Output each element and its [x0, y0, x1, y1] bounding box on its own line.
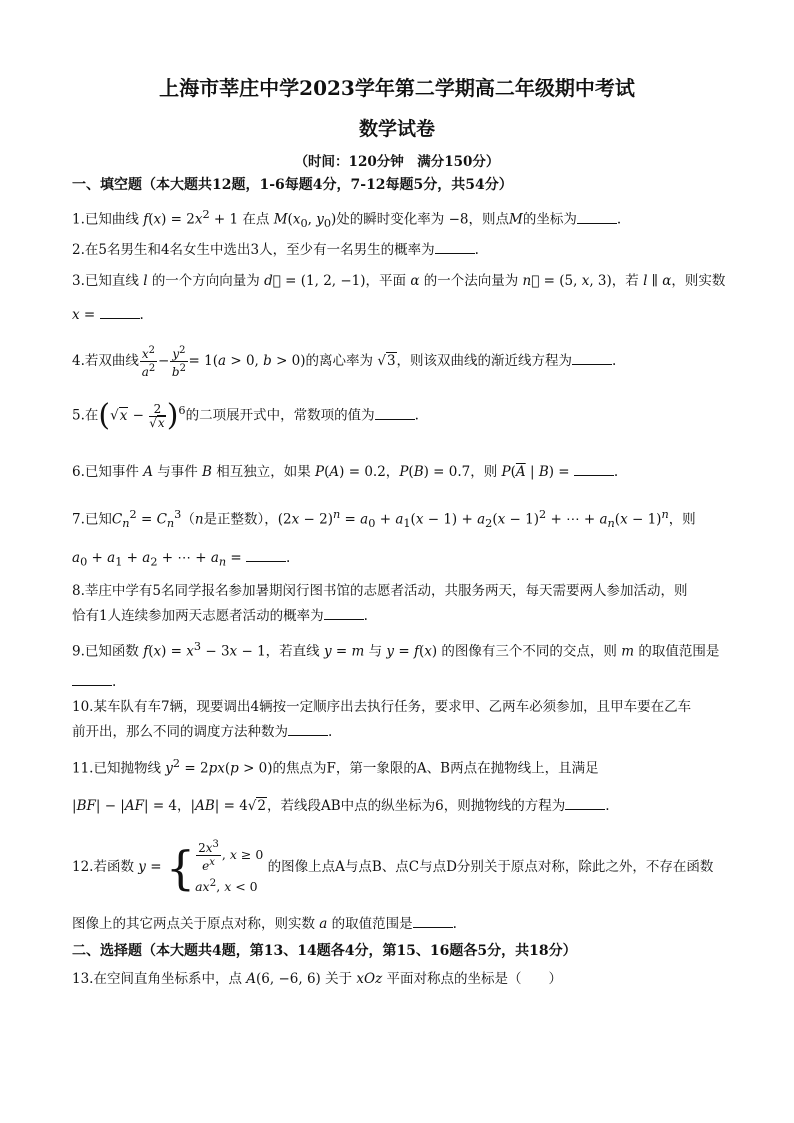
answer-blank — [288, 722, 328, 736]
question-7-line2: $a_0 + a_1 + a_2$ + ⋯ + $a_n$ = . — [72, 550, 291, 569]
exam-title: 上海市莘庄中学2023学年第二学期高二年级期中考试 — [159, 76, 635, 100]
answer-blank — [100, 305, 140, 319]
question-13: 13.在空间直角坐标系中，点 A(6, −6, 6) 关于 xOz 平面对称点的坐标是（ ） — [72, 971, 562, 987]
section-2-heading: 二、选择题（本大题共4题，第13、14题各4分，第15、16题各5分，共18分） — [72, 943, 577, 959]
question-12: 12.若函数 y = { $\frac{2x^3}{e^x}$ , x ≥ 0 $ax^2$, x < 0 的图像上点A与点B、点C与点D分别关于原点对称，除此之外，不存在函数 — [72, 839, 714, 895]
exam-subtitle: 数学试卷 — [358, 118, 435, 140]
answer-blank — [246, 548, 286, 562]
question-6: 6.已知事件 A 与事件 B 相互独立，如果 P(A) = 0.2，P(B) = 0.7，则 $P(\overline{A}$ | B) = . — [72, 464, 619, 480]
answer-blank — [577, 210, 617, 224]
question-4: 4.若双曲线 $\frac{x^2}{a^2}$ − $\frac{y^2}{b^2}$ = 1(a > 0, b > 0)的离心率为 √3，则该双曲线的渐近线方程为 . — [72, 345, 617, 379]
answer-blank — [435, 240, 475, 254]
answer-blank — [574, 462, 614, 476]
answer-blank — [565, 796, 605, 810]
question-1: 1.已知曲线 $f(x) = 2x^2 + 1$ 在点 $M(x_0$, $y_0$)处的瞬时变化率为 −8，则点M的坐标为 . — [72, 208, 622, 231]
question-11-line2: |BF| − |AF| = 4，|AB| = 4√2，若线段AB中点的纵坐标为6，则抛物线的方程为 . — [72, 798, 610, 814]
question-5: 5.在(√x − $\frac{2}{√x}$ )$^6$的二项展开式中，常数项的值为 . — [72, 398, 419, 433]
answer-blank — [324, 606, 364, 620]
answer-blank — [572, 351, 612, 365]
question-7: 7.已知$C_n^2 = C_n^3(n$是正整数），$(2x - 2)^n = a_0 + a_1(x - 1) + a_2(x - 1)^2$ + ⋯ + $a_n(x - 1)^n$，则 — [72, 508, 696, 531]
question-11: 11.已知抛物线 $y^2 = 2px(p > 0)$的焦点为F，第一象限的A、B两点在抛物线上，且满足 — [72, 757, 599, 777]
question-3-line2: x = . — [72, 307, 144, 323]
answer-blank — [72, 672, 112, 686]
section-1-heading: 一、填空题（本大题共12题，1-6每题4分，7-12每题5分，共54分） — [72, 177, 513, 193]
exam-time-info: （时间：120分钟 满分150分） — [294, 154, 500, 170]
question-9: 9.已知函数 $f(x) = x^3 - 3x - 1$，若直线 y = m 与 y = f(x) 的图像有三个不同的交点，则 m 的取值范围是 — [72, 640, 720, 660]
question-2: 2.在5名男生和4名女生中选出3人，至少有一名男生的概率为 . — [72, 242, 479, 258]
question-10-line2: 前开出，那么不同的调度方法种数为 . — [72, 724, 333, 740]
question-12-line2: 图像上的其它两点关于原点对称，则实数 a 的取值范围是 . — [72, 916, 457, 932]
answer-blank — [375, 406, 415, 420]
question-8: 8.莘庄中学有5名同学报名参加暑期闵行图书馆的志愿者活动，共服务两天，每天需要两人参加活动，则 — [72, 583, 688, 599]
question-8-line2: 恰有1人连续参加两天志愿者活动的概率为 . — [72, 608, 368, 624]
answer-blank — [413, 914, 453, 928]
question-10: 10.某车队有车7辆，现要调出4辆按一定顺序出去执行任务，要求甲、乙两车必须参加，且甲车要在乙车 — [72, 699, 692, 715]
question-9-line2: . — [72, 672, 116, 691]
question-3: 3.已知直线 l 的一个方向向量为 d⃗ = (1, 2, −1)，平面 α 的一个法向量为 n⃗ = (5, x, 3)，若 l ∥ α，则实数 — [72, 273, 726, 289]
